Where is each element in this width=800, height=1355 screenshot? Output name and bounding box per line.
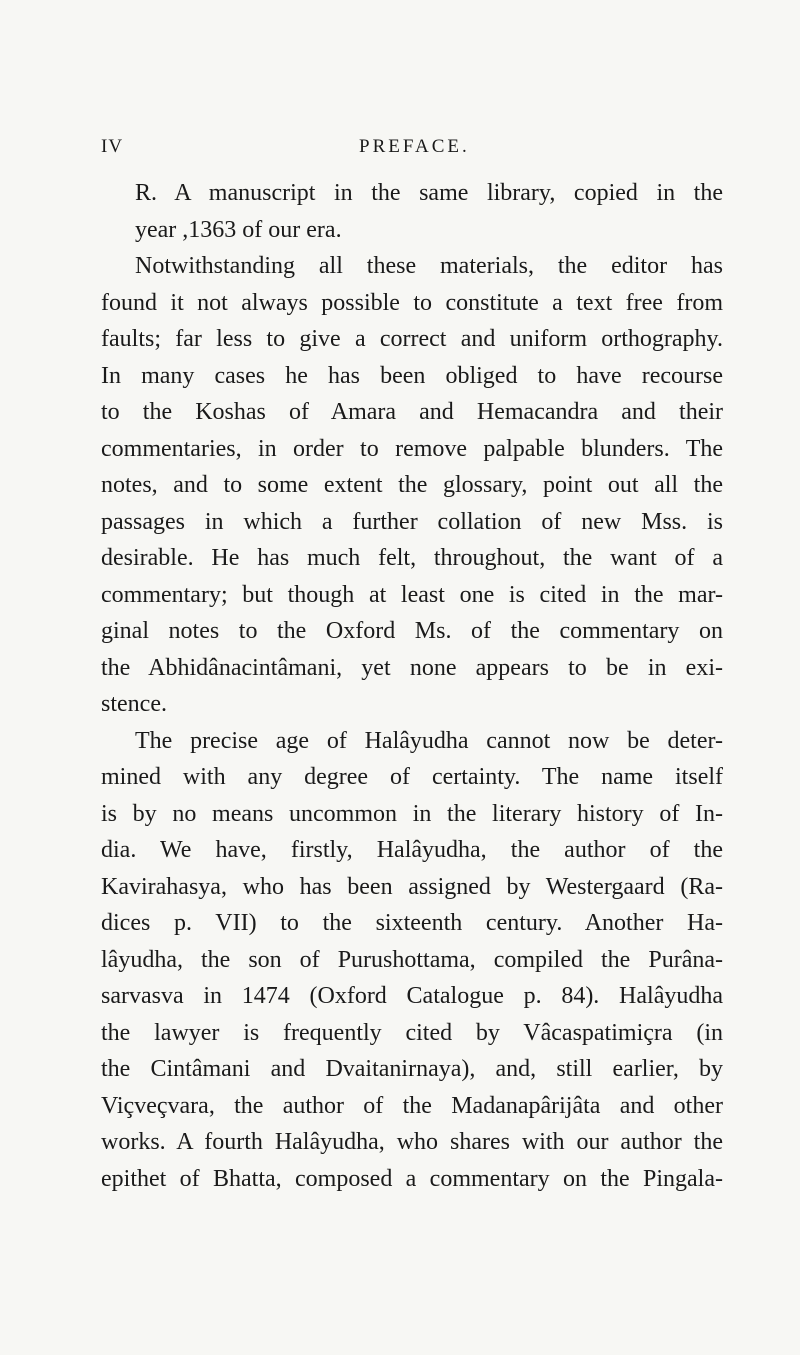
text-line: the Abhidânacintâmani, yet none appears to be in exi- [101, 654, 723, 681]
text-line: mined with any degree of certainty. The name itself [101, 764, 723, 790]
text-line: In many cases he has been obliged to have recourse [101, 362, 723, 389]
text-line: epithet of Bhatta, composed a commentary on the Pingala- [101, 1165, 723, 1192]
text-line: commentaries, in order to remove palpable blunders. The [101, 435, 723, 462]
text-line: works. A fourth Halâyudha, who shares with our author the [101, 1129, 723, 1155]
page-number: IV [101, 136, 124, 157]
text-line: year ,1363 of our era. [135, 216, 342, 243]
text-line: dia. We have, firstly, Halâyudha, the author of the [101, 837, 723, 863]
text-line: Viçveçvara, the author of the Madanapârijâta and other [101, 1092, 723, 1119]
text-line: Kavirahasya, who has been assigned by Westergaard (Ra- [101, 873, 723, 900]
text-line: lâyudha, the son of Purushottama, compiled the Purâna- [101, 946, 723, 973]
text-line: stence. [101, 691, 167, 717]
text-line: is by no means uncommon in the literary history of In- [101, 800, 723, 827]
text-line: Notwithstanding all these materials, the editor has [135, 253, 723, 279]
text-line: ginal notes to the Oxford Ms. of the commentary on [101, 618, 723, 644]
text-line: R. A manuscript in the same library, copied in the [135, 180, 723, 206]
text-line: faults; far less to give a correct and uniform orthography. [101, 326, 723, 352]
text-line: notes, and to some extent the glossary, point out all the [101, 472, 723, 498]
running-title: PREFACE. [359, 136, 470, 157]
text-line: commentary; but though at least one is cited in the mar- [101, 581, 723, 608]
text-line: the Cintâmani and Dvaitanirnaya), and, still earlier, by [101, 1056, 723, 1082]
text-line: to the Koshas of Amara and Hemacandra and their [101, 399, 723, 425]
body-text [101, 175, 723, 1197]
text-line: passages in which a further collation of new Mss. is [101, 508, 723, 535]
text-line: the lawyer is frequently cited by Vâcaspatimiçra (in [101, 1019, 723, 1046]
text-line: dices p. VII) to the sixteenth century. Another Ha- [101, 910, 723, 936]
text-line: found it not always possible to constitute a text free from [101, 289, 723, 316]
page-header [101, 136, 721, 164]
text-line: desirable. He has much felt, throughout, the want of a [101, 545, 723, 571]
text-line: The precise age of Halâyudha cannot now be deter- [135, 727, 723, 754]
text-line: sarvasva in 1474 (Oxford Catalogue p. 84). Halâyudha [101, 983, 723, 1009]
